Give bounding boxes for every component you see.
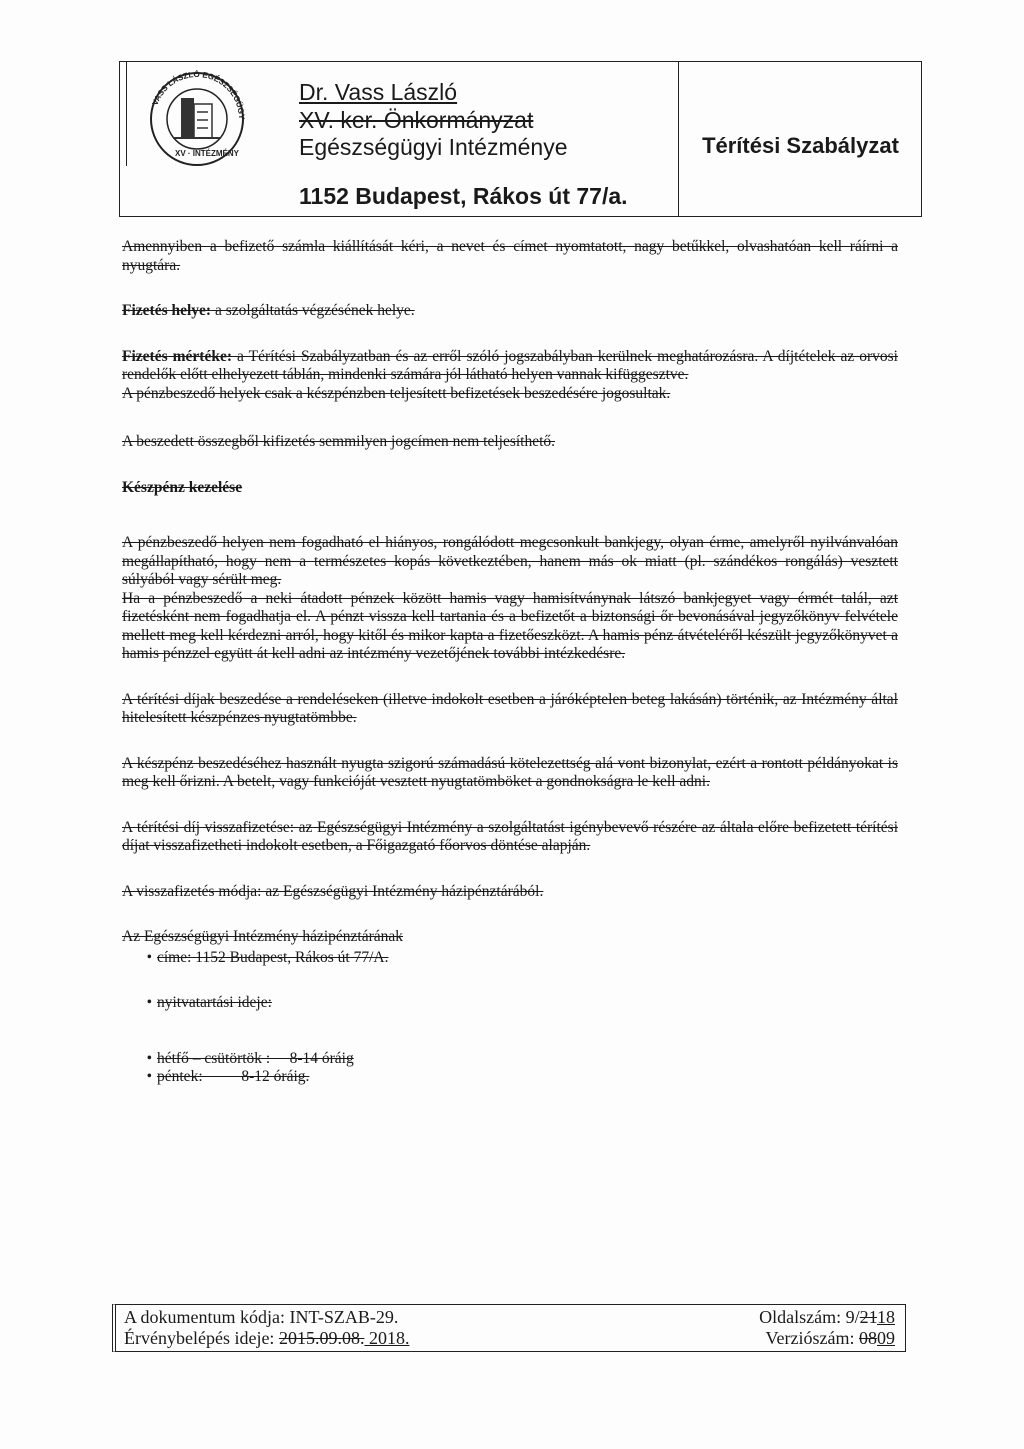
paragraph-damaged-money: A pénzbeszedő helyen nem fogadható el hiányos, rongálódott megcsonkult bankjegy, olyan érme, amelyről nyilvánvalóan megállapítható, hogy nem a természetes kopás következtében, hanem más ok miatt (pl. szándékos rongálás) vesztett súlyából vagy sérült meg. xyxy=(122,534,898,588)
paragraph-fee-collection: A térítési díjak beszedése a rendeléseken (illetve indokolt esetben a járóképtelen beteg lakásán) történik, az Intézmény által hitelesített készpénzes nyugtatömbbe. xyxy=(122,690,898,726)
version-number xyxy=(766,1328,895,1349)
page-number-label: Oldalszám: 9/ xyxy=(759,1307,860,1327)
version-old: 08 xyxy=(859,1328,877,1348)
payment-place-text: a szolgáltatás végzésének helye. xyxy=(211,302,415,319)
institution-type: Egészségügyi Intézménye xyxy=(299,134,568,160)
institution-seal-logo xyxy=(133,70,261,168)
paragraph-cash-desk: Az Egészségügyi Intézmény házipénztárának xyxy=(122,928,404,945)
document-code: A dokumentum kódja: INT-SZAB-29. xyxy=(124,1307,399,1327)
paragraph-invoice: Amennyiben a befizető számla kiállítását kéri, a nevet és címet nyomtatott, nagy betűkkel, olvashatóan kell ráírni a nyugtára. xyxy=(122,238,898,274)
document-title: Térítési Szabályzat xyxy=(702,133,899,158)
paragraph-payment-amount xyxy=(122,348,898,385)
cash-desk-list xyxy=(122,949,898,1087)
effective-date-new: 2018. xyxy=(364,1328,410,1348)
paragraph-refund-method: A visszafizetés módja: az Egészségügyi Intézmény házipénztárából. xyxy=(122,882,544,900)
effective-date-label: Érvénybelépés ideje: xyxy=(124,1328,279,1348)
svg-text:VASS LÁSZLÓ EGÉSZSÉGÜGYI: VASS LÁSZLÓ EGÉSZSÉGÜGY xyxy=(150,70,247,120)
institution-subtitle: XV. ker. Önkormányzat xyxy=(299,107,534,133)
paragraph-collection-points: A pénzbeszedő helyek csak a készpénzben teljesített befizetések beszedésére jogosultak. xyxy=(122,384,671,402)
version-new: 09 xyxy=(877,1328,895,1348)
document-header xyxy=(119,61,922,217)
list-item-address: • címe: 1152 Budapest, Rákos út 77/A. xyxy=(122,949,898,968)
payment-amount-label: Fizetés mértéke: xyxy=(122,347,232,365)
list-item-friday: • péntek: 8-12 óráig. xyxy=(122,1068,898,1087)
paragraph-counterfeit: Ha a pénzbeszedő a neki átadott pénzek között hamis vagy hamisítványnak látszó bankjegyet vagy érmét talál, azt fizetésként nem fogadhatja el. A pénzt vissza kell tartania és a befizetőt a biztonsági őr bevonásával jegyzőkönyv felvétele mellett meg kell kérdezni arról, hogy kitől és mikor kapta a fizetőeszközt. A hamis pénz átvételéről készült jegyzőkönyvet a hamis pénzzel együtt át kell adni az intézmény vezetőjének további intézkedésre. xyxy=(122,589,898,662)
payment-amount-text: a Térítési Szabályzatban és az erről szóló jogszabályban kerülnek meghatározásra. A díjtételek az orvosi rendelők előtt elhelyezett táblán, mindenki számára jól látható helyen vannak kifüggesztve. xyxy=(122,347,898,383)
institution-name: Dr. Vass László xyxy=(299,79,458,105)
effective-date xyxy=(124,1328,409,1349)
document-body xyxy=(122,238,898,1087)
effective-date-old: 2015.09.08. xyxy=(278,1328,365,1348)
version-label: Verziószám: xyxy=(765,1328,859,1348)
document-footer xyxy=(112,1304,906,1352)
section-heading-cash: Készpénz kezelése xyxy=(122,478,243,496)
paragraph-receipt-book: A készpénz beszedéséhez használt nyugta szigorú számadású kötelezettség alá vont bizonylat, ezért a rontott példányokat is meg kell őrizni. A betelt, vagy funkcióját vesztett nyugtatömböket a gondnokságra le kell adni. xyxy=(122,754,898,790)
payment-place-label: Fizetés helye: xyxy=(122,302,212,319)
paragraph-no-payout: A beszedett összegből kifizetés semmilyen jogcímen nem teljesíthető. xyxy=(122,433,556,450)
page-number xyxy=(759,1307,895,1328)
paragraph-payment-place xyxy=(122,302,898,321)
svg-text:XV · INTÉZMÉNY: XV · INTÉZMÉNY xyxy=(175,149,240,158)
paragraph-refund: A térítési díj visszafizetése: az Egészségügyi Intézmény a szolgáltatást igénybevevő részére az általa előre befizetett térítési díjat visszafizetheti indokolt esetben, a Főigazgató főorvos döntése alapján. xyxy=(122,818,898,854)
page-total-old: 21 xyxy=(859,1307,877,1327)
page-total-new: 18 xyxy=(877,1307,895,1327)
list-item-opening-hours: • nyitvatartási ideje: xyxy=(122,994,898,1013)
list-item-mon-thu: • hétfő – csütörtök : 8-14 óráig xyxy=(122,1050,898,1069)
institution-address: 1152 Budapest, Rákos út 77/a. xyxy=(299,183,628,209)
header-left-bar xyxy=(126,62,127,166)
